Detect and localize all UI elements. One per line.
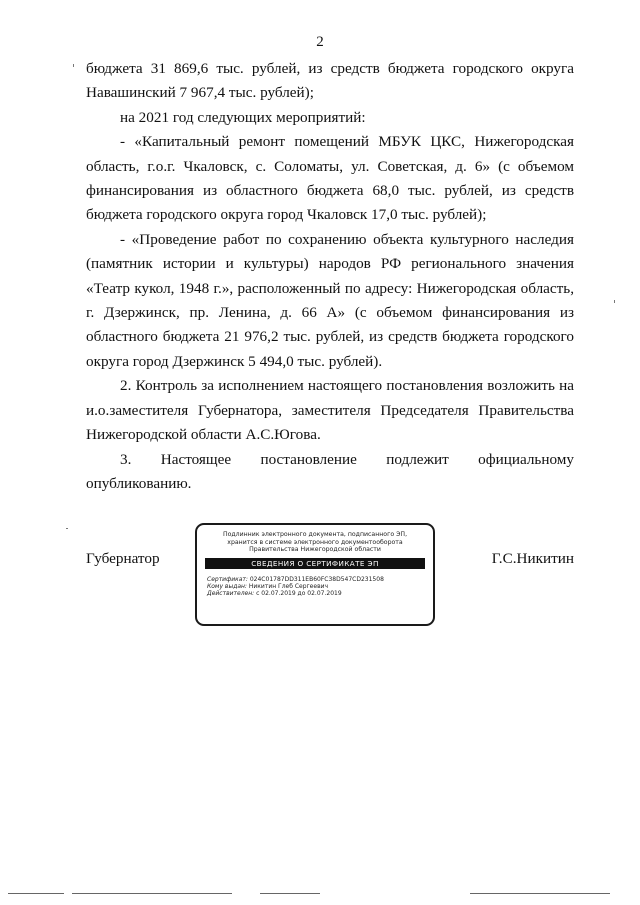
stamp-certificate-row xyxy=(207,576,433,583)
issued-to-label: Кому выдан: xyxy=(207,582,247,590)
document-body xyxy=(86,57,574,496)
stamp-issued-to-row xyxy=(207,583,433,590)
scan-bottom-edge xyxy=(260,893,320,894)
paragraph-publication-clause: 3. Настоящее постановление подлежит официальному опубликованию. xyxy=(86,450,574,492)
scan-margin-mark xyxy=(73,64,74,67)
paragraph-budget-continuation: бюджета 31 869,6 тыс. рублей, из средств бюджета городского округа Навашинский 7 967,4 тыс. рублей); xyxy=(86,60,574,102)
signatory-position: Губернатор xyxy=(86,550,160,567)
paragraph-item-dzerzhinsk: - «Проведение работ по сохранению объекта культурного наследия (памятник истории и культуры) народов РФ регионального значения «Театр кукол, 1948 г.», расположенный по адресу: Нижегородская область, г. Дзержинск, пр. Ленина, д. 66 А» (с объемом финансирования из областного бюджета 21 976,2 тыс. рублей, из средств бюджета городского округа город Дзержинск 5 494,0 тыс. рублей). xyxy=(86,230,574,370)
stamp-validity-row xyxy=(207,590,433,597)
scan-bottom-edge xyxy=(8,893,64,894)
stamp-details xyxy=(207,576,433,598)
validity-value: с 02.07.2019 до 02.07.2019 xyxy=(256,590,342,598)
paragraph-item-chkalovsk: - «Капитальный ремонт помещений МБУК ЦКС, Нижегородская область, г.о.г. Чкаловск, с. Соломаты, ул. Советская, д. 6» (с объемом финансирования из областного бюджета 68,0 тыс. рублей, из средств бюджета городского округа город Чкаловск 17,0 тыс. рублей); xyxy=(86,133,574,224)
paragraph-2021-intro: на 2021 год следующих мероприятий: xyxy=(120,108,366,126)
paragraph-control-clause: 2. Контроль за исполнением настоящего постановления возложить на и.о.заместителя Губернатора, заместителя Председателя Правительства Нижегородской области А.С.Югова. xyxy=(86,377,574,444)
signatory-name: Г.С.Никитин xyxy=(491,550,574,567)
certificate-label: Сертификат: xyxy=(207,575,248,583)
stamp-header-line: Подлинник электронного документа, подписанного ЭП, xyxy=(222,531,408,538)
scan-margin-mark xyxy=(66,528,68,529)
validity-label: Действителен: xyxy=(207,590,255,598)
page-number: 2 xyxy=(316,34,324,50)
electronic-signature-stamp xyxy=(195,523,435,626)
issued-to-value: Никитин Глеб Сергеевич xyxy=(248,582,329,590)
scan-bottom-edge xyxy=(470,893,610,894)
scan-margin-mark xyxy=(614,300,615,303)
stamp-certificate-bar: СВЕДЕНИЯ О СЕРТИФИКАТЕ ЭП xyxy=(205,558,425,569)
stamp-header xyxy=(197,531,433,554)
stamp-header-line: хранится в системе электронного документооборота xyxy=(227,538,403,546)
scan-bottom-edge xyxy=(72,893,232,894)
stamp-header-line: Правительства Нижегородской области xyxy=(249,546,381,554)
certificate-value: 024C01787DD311EB60FC38D547CD231508 xyxy=(249,575,384,583)
